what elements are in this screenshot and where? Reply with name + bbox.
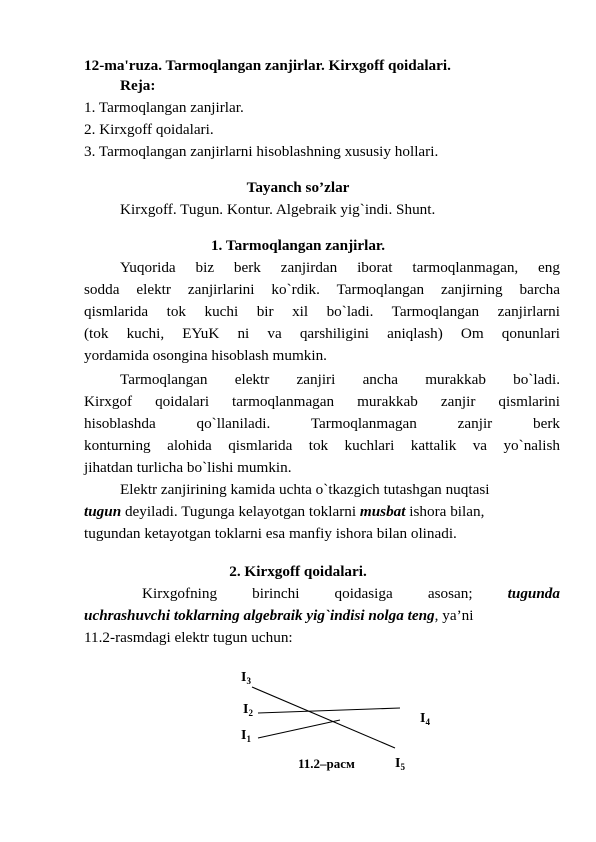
paragraph-line: hisoblashda qo`llaniladi. Tarmoqlanmagan zanjir berk [84,415,560,432]
paragraph-line: 11.2-rasmdagi elektr tugun uchun: [84,629,293,646]
label-i2: $I_2$ [243,702,253,718]
paragraph-line: Kirxgof qoidalari tarmoqlanmagan murakkab zanjir qismlarini [84,393,560,410]
paragraph-text: ishora bilan, [405,503,485,520]
paragraph-line: (tok kuchi, EYuK ni va qarshiligini aniqlash) Om qonunlari [84,325,560,342]
section-2-heading: 2. Kirxgoff qoidalari. [229,563,367,580]
term-tugunda: tugunda [507,585,560,602]
paragraph-line: tugundan ketayotgan toklarni esa manfiy ishora bilan olinadi. [84,525,457,542]
paragraph-line: jihatdan turlicha bo`lishi mumkin. [84,459,292,476]
section-1-heading: 1. Tarmoqlangan zanjirlar. [210,237,386,254]
paragraph-line: Tarmoqlangan elektr zanjiri ancha murakkab bo`ladi. [120,371,560,388]
paragraph-line: yordamida osongina hisoblash mumkin. [84,347,327,364]
label-i5: $I_5$ [395,756,405,772]
plan-label: Reja: [120,77,156,94]
paragraph-text: , ya’ni [434,607,474,624]
label-i4: $I_4$ [420,711,430,727]
paragraph-text: deyiladi. Tugunga kelayotgan toklarni [121,503,360,520]
paragraph-line: sodda elektr zanjirlarini ko`rdik. Tarmoqlangan zanjirning barcha [84,281,560,298]
label-i1: $I_1$ [241,728,251,744]
rule-statement: uchrashuvchi toklarning algebraik yig`indisi nolga teng [84,607,435,624]
term-musbat: musbat [359,503,406,520]
paragraph-text: Kirxgofning birinchi qoidasiga asosan; [142,585,473,602]
keywords-heading: Tayanch so’zlar [246,179,350,196]
current-line-i3-i5 [252,687,395,748]
paragraph-line: konturning alohida qismlarida tok kuchlari kattalik va yo`nalish [84,437,560,454]
paragraph-line: qismlarida tok kuchi bir xil bo`ladi. Tarmoqlangan zanjirlarni [84,303,560,320]
figure-caption: 11.2–расм [298,756,355,771]
current-line-i2-i4 [258,708,400,713]
plan-item: 3. Tarmoqlangan zanjirlarni hisoblashning xususiy hollari. [84,143,439,160]
lecture-title: 12-ma'ruza. Tarmoqlangan zanjirlar. Kirxgoff qoidalari. [84,57,451,74]
plan-item: 2. Kirxgoff qoidalari. [84,121,214,138]
keywords-text: Kirxgoff. Tugun. Kontur. Algebraik yig`indi. Shunt. [120,201,436,218]
plan-item: 1. Tarmoqlangan zanjirlar. [84,99,244,116]
current-line-i1 [258,720,340,738]
term-tugun: tugun [84,503,122,520]
label-i3: $I_3$ [241,670,251,686]
paragraph-line: Elektr zanjirining kamida uchta o`tkazgich tutashgan nuqtasi [120,481,490,498]
paragraph-line: Yuqorida biz berk zanjirdan iborat tarmoqlanmagan, eng [120,259,560,276]
